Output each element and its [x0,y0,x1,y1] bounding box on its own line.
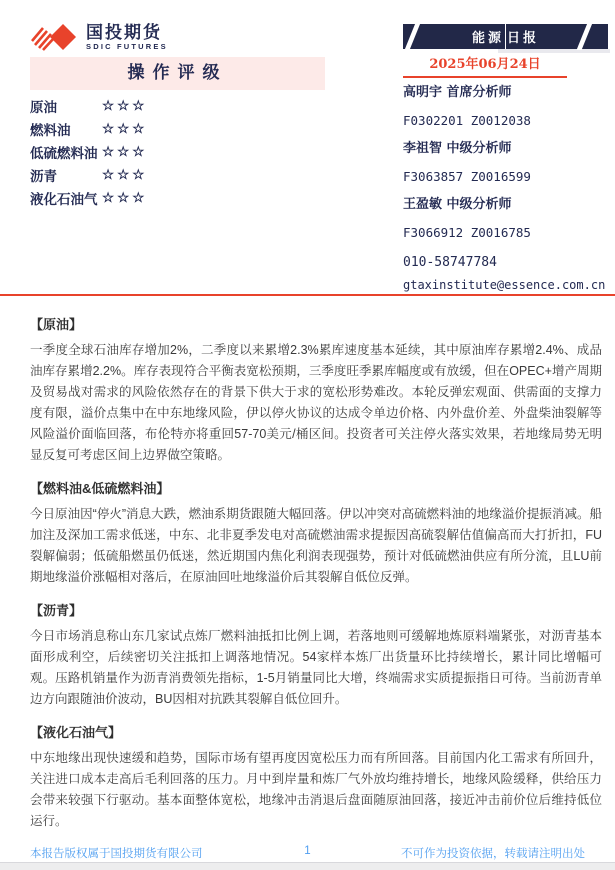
section-text: 今日原油因“停火”消息大跌，燃油系期货跟随大幅回落。伊以冲突对高硫燃料油的地缘溢价提振消减。船加注及深加工需求低迷，中东、北非夏季发电对高硫燃油需求提振因高硫裂解估值偏高而大打折扣，FU裂解偏弱；低硫船燃虽仍低迷，然近期国内焦化利润表现强势，预计对低硫燃油供应有所分流，且LU前期地缘溢价涨幅相对落后，在原油回吐地缘溢价后其裂解自低位反弹。 [30,507,602,584]
banner-title-right: 日报 [507,31,540,46]
analyst-panel [403,84,608,293]
rating-stars: ☆☆☆ [102,120,148,136]
brand-logo [30,20,168,54]
rating-row [30,163,330,186]
ratings-list [30,94,330,209]
analyst-name: 高明宇 首席分析师 [403,85,512,100]
rating-row [30,186,330,209]
rating-stars: ☆☆☆ [102,189,148,205]
rating-label: 液化石油气 [30,191,98,208]
ratings-title: 操作评级 [30,57,325,90]
banner-separator [505,24,506,49]
rating-stars: ☆☆☆ [102,166,148,182]
rating-stars: ☆☆☆ [102,97,148,113]
analyst-codes: F3063857 Z0016599 [403,169,531,184]
brand-name-en: SDIC FUTURES [86,41,168,51]
section-text: 今日市场消息称山东几家试点炼厂燃料油抵扣比例上调，若落地则可缓解地炼原料端紧张，对沥青基本面形成利空，后续密切关注抵扣上调落地情况。54家样本炼厂出货量环比持续增长，累计同比增幅可观。压路机销量作为沥青消费领先指标，1-5月销量同比大增，终端需求实质提振指日可待。当前沥青单边方向跟随油价波动，BU因相对抗跌其裂解自低位回升。 [30,629,602,706]
page-footer [30,845,585,861]
window-edge-strip [0,862,615,870]
rating-label: 低硫燃料油 [30,145,98,162]
section-text: 一季度全球石油库存增加2%，二季度以来累增2.3%累库速度基本延续，其中原油库存累增2.4%、成品油库存累增2.2%。库存表现符合平衡表宽松预期，三季度旺季累库幅度或有放缓，但在OPEC+增产周期及贸易战对需求的风险依然存在的背景下供大于求的宽松形势难改。本轮反弹宏观面、供需面的支撑力度有限，溢价点集中在中东地缘风险，伊以停火协议的达成令单边价格、内外盘价差、外盘柴油裂解等风险溢价面临回落，布伦特亦将重回57-70美元/桶区间。投资者可关注停火落实效果，若地缘局势无明显反复可考虑区间上边界做空策略。 [30,343,602,462]
section-title: 【沥青】 [30,603,83,618]
section-fuel-oil [30,480,602,588]
rating-row [30,94,330,117]
footer-page-number: 1 [304,845,311,857]
analyst-codes: F0302201 Z0012038 [403,113,531,128]
section-crude-oil [30,316,602,466]
analyst-name: 李祖智 中级分析师 [403,141,512,156]
section-text: 中东地缘出现快速缓和趋势，国际市场有望再度因宽松压力而有所回落。目前国内化工需求有所回升，关注进口成本走高后毛利回落的压力。月中到岸量和炼厂气外放均维持增长，地缘风险缓释，供给压力会带来较强下行驱动。基本面整体宽松，地缘冲击消退后盘面随原油回落，接近冲击前价位后维持低位运行。 [30,751,602,828]
section-title: 【液化石油气】 [30,725,122,740]
report-banner [403,24,608,49]
rating-stars: ☆☆☆ [102,143,148,159]
analyst-codes: F3066912 Z0016785 [403,225,531,240]
rating-label: 原油 [30,99,57,116]
contact-email: gtaxinstitute@essence.com.cn [403,278,606,292]
banner-title-left: 能源 [471,31,504,46]
contact-phone: 010-58747784 [403,255,497,270]
brand-name-cn: 国投期货 [86,22,162,42]
section-lpg [30,724,602,832]
footer-disclaimer: 不可作为投资依据，转载请注明出处 [401,848,585,860]
analyst-name: 王盈敏 中级分析师 [403,197,512,212]
report-date: 2025年06月24日 [403,53,567,78]
footer-copyright: 本报告版权属于国投期货有限公司 [30,848,203,860]
rating-label: 沥青 [30,168,57,185]
section-asphalt [30,602,602,710]
header-divider [0,294,615,296]
report-banner-title [403,24,608,49]
rating-label: 燃料油 [30,122,71,139]
section-title: 【原油】 [30,317,83,332]
rating-row [30,140,330,163]
rating-row [30,117,330,140]
section-title: 【燃料油&低硫燃料油】 [30,481,170,496]
report-body [30,316,602,832]
logo-diamond-icon [30,20,80,54]
contact-block [403,254,608,293]
